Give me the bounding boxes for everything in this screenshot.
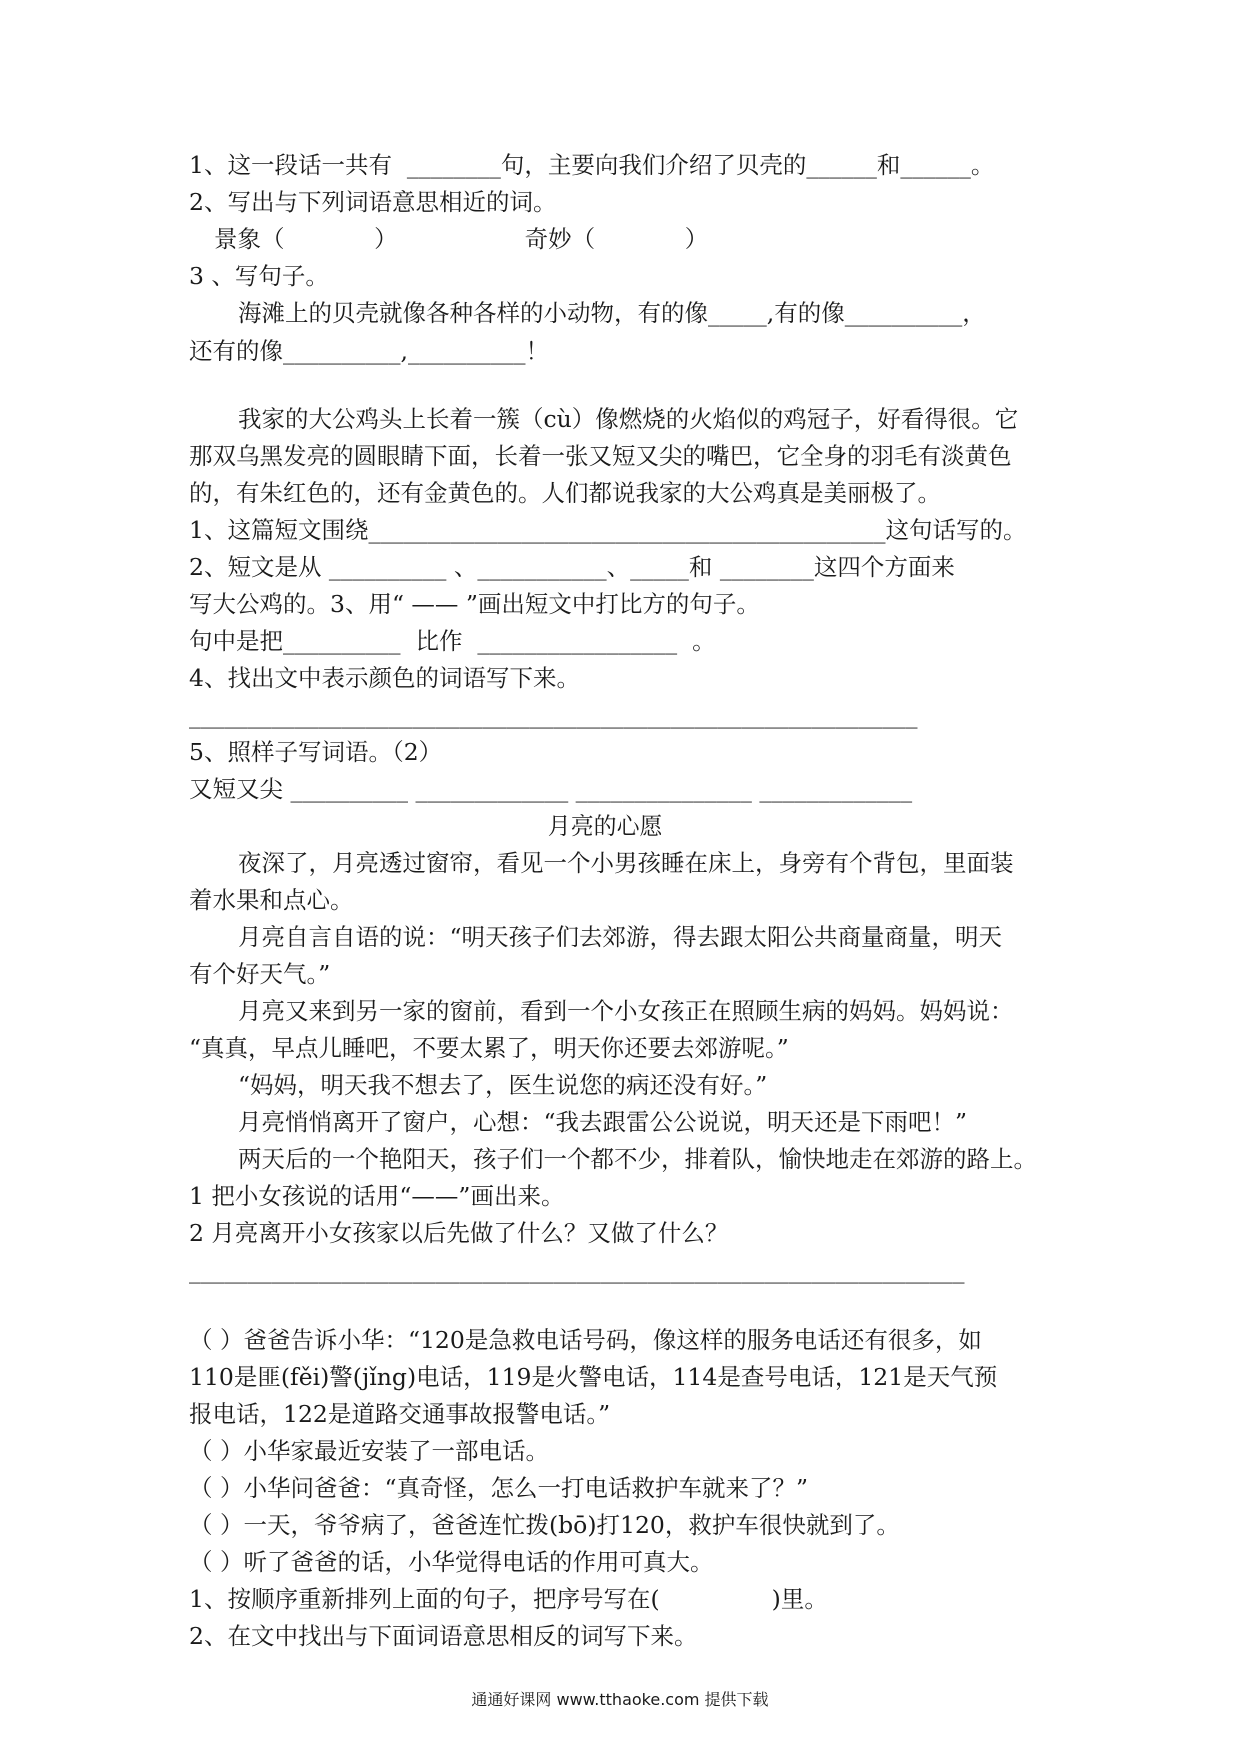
phone-question-2: 2、在文中找出与下面词语意思相反的词写下来。 bbox=[189, 1622, 698, 1650]
moon-paragraph-1-line-2: 着水果和点心。 bbox=[189, 886, 354, 914]
moon-paragraph-3-line-1: 月亮又来到另一家的窗前，看到一个小女孩正在照顾生病的妈妈。妈妈说： bbox=[238, 997, 1014, 1025]
phone-sentence-3: （ ）小华问爸爸：“真奇怪，怎么一打电话救护车就来了？” bbox=[189, 1474, 808, 1502]
shell-question-2: 2、写出与下列词语意思相近的词。 bbox=[189, 188, 557, 216]
rooster-paragraph-line-3: 的，有朱红色的，还有金黄色的。人们都说我家的大公鸡真是美丽极了。 bbox=[189, 479, 941, 507]
rooster-question-4: 4、找出文中表示颜色的词语写下来。 bbox=[189, 664, 580, 692]
rooster-question-5: 5、照样子写词语。（2） bbox=[189, 738, 443, 766]
rooster-question-3: 句中是把__________ 比作 _________________ 。 bbox=[189, 627, 716, 655]
rooster-question-5-line: 又短又尖 __________ _____________ _______________ _____________ bbox=[189, 775, 913, 803]
phone-sentence-1-line-2: 110是匪(fěi)警(jǐng)电话，119是火警电话，114是查号电话，121是天气预 bbox=[189, 1363, 998, 1391]
rooster-paragraph-line-1: 我家的大公鸡头上长着一簇（cù）像燃烧的火焰似的鸡冠子，好看得很。它 bbox=[238, 405, 1019, 433]
phone-sentence-1-line-3: 报电话，122是道路交通事故报警电话。” bbox=[189, 1400, 611, 1428]
rooster-question-2-line-2: 写大公鸡的。3、用“ —— ”画出短文中打比方的句子。 bbox=[189, 590, 760, 618]
phone-sentence-4: （ ）一天，爷爷病了，爸爸连忙拨(bō)打120，救护车很快就到了。 bbox=[189, 1511, 900, 1539]
shell-question-2-words: 景象（ ） 奇妙（ ） bbox=[214, 225, 709, 253]
moon-question-2-blank: __________________________________________________________________ bbox=[189, 1256, 965, 1284]
phone-sentence-2: （ ）小华家最近安装了一部电话。 bbox=[189, 1437, 549, 1465]
moon-paragraph-5: 月亮悄悄离开了窗户，心想：“我去跟雷公公说说，明天还是下雨吧！” bbox=[238, 1108, 968, 1136]
phone-sentence-1-line-1: （ ）爸爸告诉小华：“120是急救电话号码，像这样的服务电话还有很多，如 bbox=[189, 1326, 982, 1354]
rooster-question-4-blank: ______________________________________________________________ bbox=[189, 701, 918, 729]
phone-question-1: 1、按顺序重新排列上面的句子，把序号写在( )里。 bbox=[189, 1585, 828, 1613]
moon-paragraph-2-line-1: 月亮自言自语的说：“明天孩子们去郊游，得去跟太阳公共商量商量，明天 bbox=[238, 923, 1003, 951]
moon-question-1: 1 把小女孩说的话用“——”画出来。 bbox=[189, 1182, 565, 1210]
moon-paragraph-3-line-2: “真真，早点儿睡吧，不要太累了，明天你还要去郊游呢。” bbox=[189, 1034, 789, 1062]
rooster-question-2-line-1: 2、短文是从 __________ 、___________、_____和 ________这四个方面来 bbox=[189, 553, 955, 581]
shell-question-3-line-2: 还有的像__________,__________！ bbox=[189, 337, 549, 365]
moon-paragraph-2-line-2: 有个好天气。” bbox=[189, 960, 331, 988]
page-footer: 通通好课网 www.tthaoke.com 提供下载 bbox=[471, 1690, 769, 1709]
phone-sentence-5: （ ）听了爸爸的话，小华觉得电话的作用可真大。 bbox=[189, 1548, 714, 1576]
shell-question-1: 1、这一段话一共有 ________句，主要向我们介绍了贝壳的______和______。 bbox=[189, 151, 995, 179]
moon-question-2: 2 月亮离开小女孩家以后先做了什么？又做了什么？ bbox=[189, 1219, 729, 1247]
shell-question-3-line-1: 海滩上的贝壳就像各种各样的小动物，有的像_____,有的像__________， bbox=[238, 299, 986, 327]
moon-paragraph-4: “妈妈，明天我不想去了，医生说您的病还没有好。” bbox=[238, 1071, 768, 1099]
rooster-question-1: 1、这篇短文围绕____________________________________________这句话写的。 bbox=[189, 516, 1027, 544]
rooster-paragraph-line-2: 那双乌黑发亮的圆眼睛下面，长着一张又短又尖的嘴巴，它全身的羽毛有淡黄色 bbox=[189, 442, 1012, 470]
moon-paragraph-6: 两天后的一个艳阳天，孩子们一个都不少，排着队，愉快地走在郊游的路上。 bbox=[238, 1145, 1037, 1173]
shell-question-3: 3 、写句子。 bbox=[189, 262, 329, 290]
moon-paragraph-1-line-1: 夜深了，月亮透过窗帘，看见一个小男孩睡在床上，身旁有个背包，里面装 bbox=[238, 849, 1014, 877]
moon-title: 月亮的心愿 bbox=[547, 812, 663, 840]
